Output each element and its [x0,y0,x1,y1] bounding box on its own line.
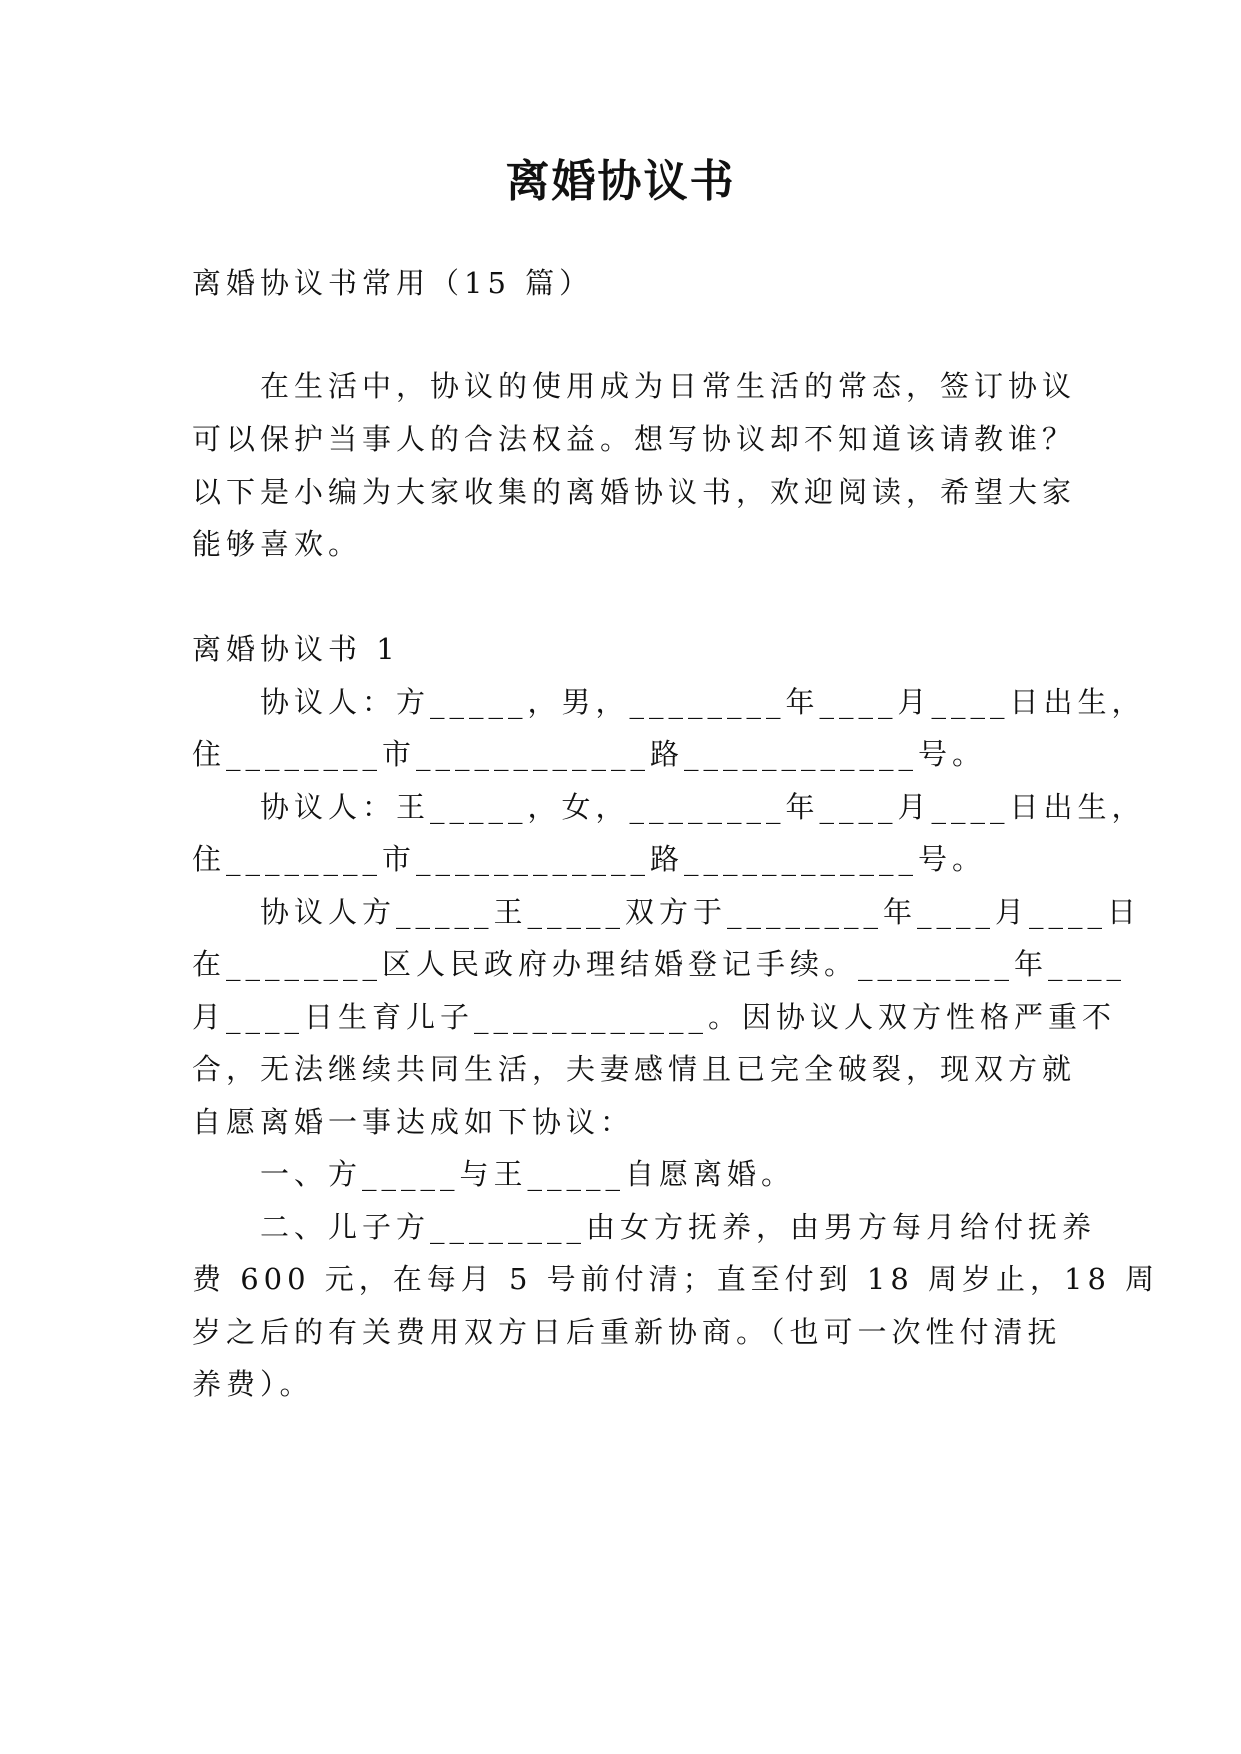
body-line: 费 600 元，在每月 5 号前付清；直至付到 18 周岁止，18 周 [192,1262,1160,1296]
intro-line: 以下是小编为大家收集的离婚协议书，欢迎阅读，希望大家 [192,475,1077,509]
intro-line: 能够喜欢。 [192,527,363,561]
body-line: 协议人方_____王_____双方于________年____月____日 [192,895,1142,929]
body-line: 住________市____________路____________号。 [192,737,987,771]
body-line: 协议人：方_____，男，________年____月____日出生， [192,685,1146,719]
body-line: 岁之后的有关费用双方日后重新协商。（也可一次性付清抚 [192,1315,1062,1349]
body-line: 养费）。 [192,1367,314,1401]
body-line: 协议人：王_____，女，________年____月____日出生， [192,790,1146,824]
intro-line: 可以保护当事人的合法权益。想写协议却不知道该请教谁？ [192,422,1077,456]
document-subtitle: 离婚协议书常用（15 篇） [192,266,594,300]
body-line: 一、方_____与王_____自愿离婚。 [192,1157,796,1191]
body-line: 住________市____________路____________号。 [192,842,987,876]
intro-line: 在生活中，协议的使用成为日常生活的常态，签订协议 [192,369,1077,403]
body-line: 在________区人民政府办理结婚登记手续。________年____ [192,947,1127,981]
section-heading: 离婚协议书 1 [192,632,400,666]
body-line: 合，无法继续共同生活，夫妻感情且已完全破裂，现双方就 [192,1052,1077,1086]
body-line: 月____日生育儿子____________。因协议人双方性格严重不 [192,1000,1117,1034]
body-line: 二、儿子方________由女方抚养，由男方每月给付抚养 [192,1210,1097,1244]
body-line: 自愿离婚一事达成如下协议： [192,1105,635,1139]
document-title: 离婚协议书 [505,156,736,207]
